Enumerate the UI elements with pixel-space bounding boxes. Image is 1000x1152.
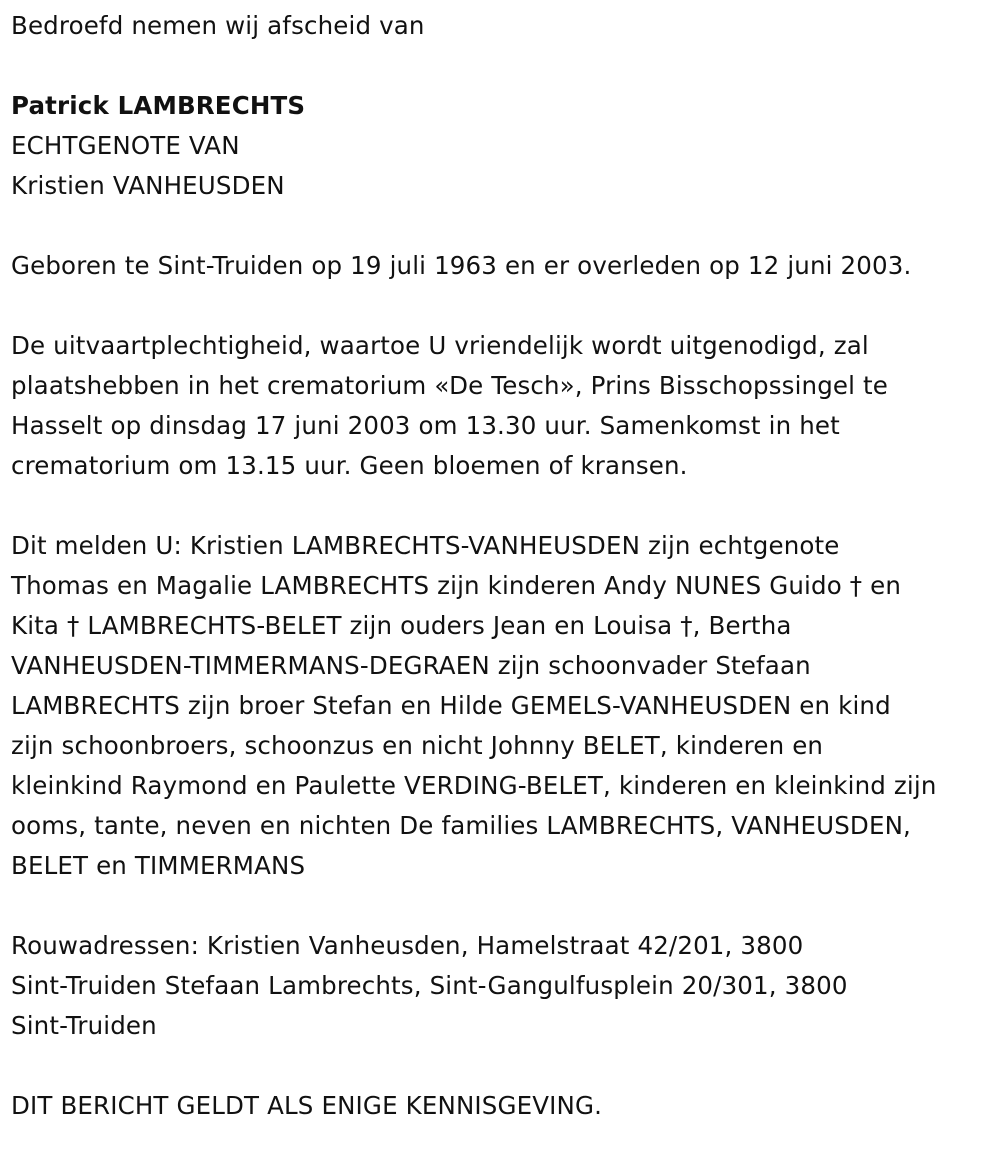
- death-notice: [11, 6, 996, 1126]
- ceremony-paragraph: De uitvaartplechtigheid, waartoe U vriendelijk wordt uitgenodigd, zal plaatshebben in het crematorium «De Tesch», Prins Bisschopssingel te Hasselt op dinsdag 17 juni 2003 om 13.30 uur. Samenkomst in het crematorium om 13.15 uur. Geen bloemen of kransen.: [11, 331, 889, 480]
- intro-line: Bedroefd nemen wij afscheid van: [11, 11, 425, 40]
- deceased-name: Patrick LAMBRECHTS: [11, 91, 306, 120]
- birth-death-paragraph: Geboren te Sint-Truiden op 19 juli 1963 en er overleden op 12 juni 2003.: [11, 251, 912, 280]
- announcers-paragraph: Dit melden U: Kristien LAMBRECHTS-VANHEUSDEN zijn echtgenote Thomas en Magalie LAMBRECHTS zijn kinderen Andy NUNES Guido † en Kita † LAMBRECHTS-BELET zijn ouders Jean en Louisa †, Bertha VANHEUSDEN-TIMMERMANS-DEGRAEN zijn schoonvader Stefaan LAMBRECHTS zijn broer Stefan en Hilde GEMELS-VANHEUSDEN en kind zijn schoonbroers, schoonzus en nicht Johnny BELET, kinderen en kleinkind Raymond en Paulette VERDING-BELET, kinderen en kleinkind zijn ooms, tante, neven en nichten De families LAMBRECHTS, VANHEUSDEN, BELET en TIMMERMANS: [11, 531, 937, 880]
- spouse-name: Kristien VANHEUSDEN: [11, 171, 285, 200]
- spacer: [11, 206, 996, 246]
- spacer: [11, 46, 996, 86]
- spacer: [11, 886, 996, 926]
- closing-line: DIT BERICHT GELDT ALS ENIGE KENNISGEVING.: [11, 1091, 603, 1120]
- addresses-paragraph: Rouwadressen: Kristien Vanheusden, Hamelstraat 42/201, 3800 Sint-Truiden Stefaan Lambrechts, Sint-Gangulfusplein 20/301, 3800 Sint-Truiden: [11, 931, 848, 1040]
- spacer: [11, 286, 996, 326]
- spacer: [11, 486, 996, 526]
- spacer: [11, 1046, 996, 1086]
- relation-label: ECHTGENOTE VAN: [11, 131, 240, 160]
